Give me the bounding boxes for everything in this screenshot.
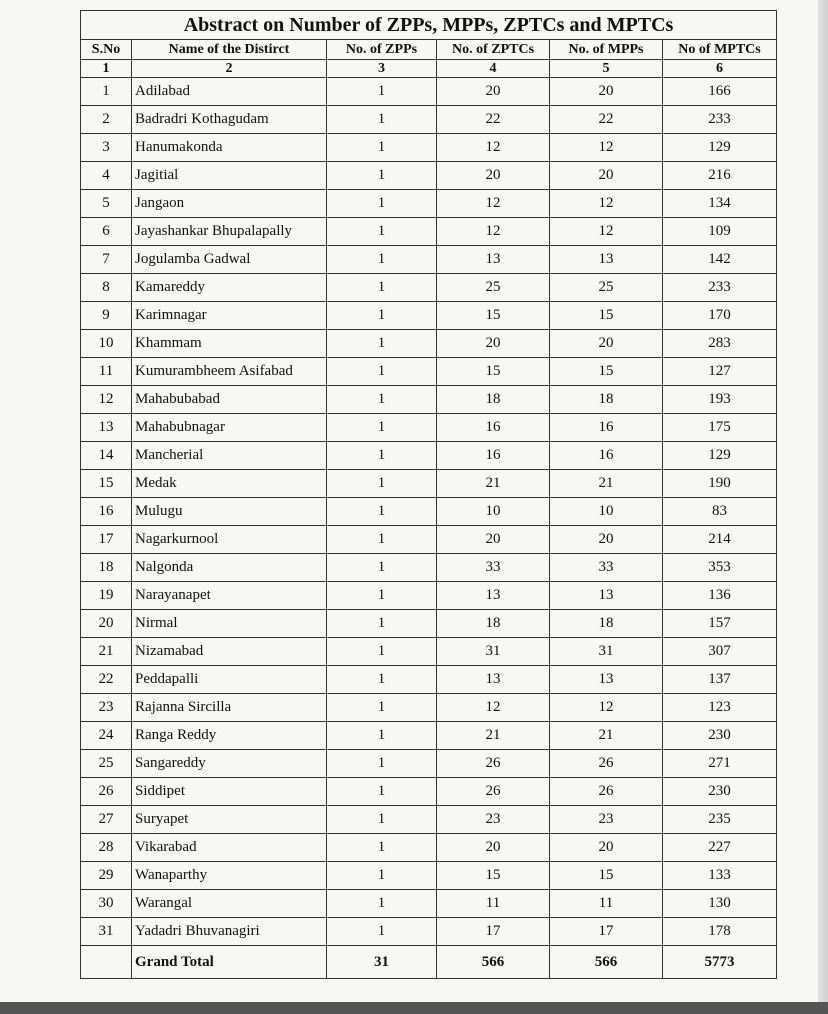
table-row: [81, 78, 777, 106]
table-row: [81, 302, 777, 330]
cell-mptcs: 127: [663, 358, 777, 386]
cell-zpps: 1: [327, 526, 437, 554]
cell-mpps: 25: [550, 274, 663, 302]
cell-zpps: 1: [327, 778, 437, 806]
cell-district: Hanumakonda: [132, 134, 327, 162]
cell-district: Nizamabad: [132, 638, 327, 666]
cell-sno: 15: [81, 470, 132, 498]
table-row: [81, 414, 777, 442]
cell-zptcs: 20: [437, 78, 550, 106]
cell-mpps: 13: [550, 246, 663, 274]
cell-zptcs: 11: [437, 890, 550, 918]
cell-zptcs: 15: [437, 358, 550, 386]
cell-mpps: 21: [550, 470, 663, 498]
page-edge-shadow: [818, 0, 828, 1002]
table-row: [81, 526, 777, 554]
cell-mptcs: 178: [663, 918, 777, 946]
cell-zptcs: 26: [437, 750, 550, 778]
cell-district: Siddipet: [132, 778, 327, 806]
table-row: [81, 442, 777, 470]
cell-zpps: 1: [327, 274, 437, 302]
table-row: [81, 330, 777, 358]
cell-mptcs: 235: [663, 806, 777, 834]
cell-zpps: 1: [327, 414, 437, 442]
table-row: [81, 134, 777, 162]
header-mpps: No. of MPPs: [550, 40, 663, 60]
cell-mpps: 15: [550, 358, 663, 386]
cell-zpps: 1: [327, 246, 437, 274]
cell-zpps: 1: [327, 694, 437, 722]
cell-mpps: 22: [550, 106, 663, 134]
cell-zpps: 1: [327, 386, 437, 414]
cell-district: Mahabubnagar: [132, 414, 327, 442]
table-row: [81, 722, 777, 750]
header-district: Name of the Distirct: [132, 40, 327, 60]
cell-mptcs: 190: [663, 470, 777, 498]
table-title: Abstract on Number of ZPPs, MPPs, ZPTCs and MPTCs: [81, 11, 777, 40]
cell-zptcs: 12: [437, 190, 550, 218]
cell-sno: 31: [81, 918, 132, 946]
cell-district: Jayashankar Bhupalapally: [132, 218, 327, 246]
cell-district: Jagitial: [132, 162, 327, 190]
cell-sno: 8: [81, 274, 132, 302]
cell-sno: 19: [81, 582, 132, 610]
abstract-table: [80, 10, 777, 979]
cell-sno: 27: [81, 806, 132, 834]
header-mptcs: No of MPTCs: [663, 40, 777, 60]
cell-mptcs: 216: [663, 162, 777, 190]
cell-mptcs: 129: [663, 442, 777, 470]
cell-mpps: 11: [550, 890, 663, 918]
cell-district: Wanaparthy: [132, 862, 327, 890]
cell-mptcs: 227: [663, 834, 777, 862]
cell-mptcs: 175: [663, 414, 777, 442]
cell-zpps: 1: [327, 638, 437, 666]
header-zpps: No. of ZPPs: [327, 40, 437, 60]
cell-mptcs: 109: [663, 218, 777, 246]
cell-zptcs: 25: [437, 274, 550, 302]
cell-sno: 7: [81, 246, 132, 274]
cell-mptcs: 193: [663, 386, 777, 414]
cell-district: Suryapet: [132, 806, 327, 834]
cell-zptcs: 15: [437, 302, 550, 330]
total-zpps: 31: [327, 946, 437, 979]
cell-district: Warangal: [132, 890, 327, 918]
cell-district: Khammam: [132, 330, 327, 358]
cell-mpps: 12: [550, 134, 663, 162]
cell-zpps: 1: [327, 834, 437, 862]
cell-sno: 22: [81, 666, 132, 694]
cell-zpps: 1: [327, 442, 437, 470]
cell-district: Narayanapet: [132, 582, 327, 610]
cell-zpps: 1: [327, 750, 437, 778]
cell-sno: 4: [81, 162, 132, 190]
cell-mpps: 18: [550, 610, 663, 638]
cell-mpps: 21: [550, 722, 663, 750]
cell-sno: 6: [81, 218, 132, 246]
cell-zpps: 1: [327, 330, 437, 358]
cell-sno: 25: [81, 750, 132, 778]
cell-mptcs: 133: [663, 862, 777, 890]
cell-zptcs: 16: [437, 442, 550, 470]
cell-mptcs: 230: [663, 778, 777, 806]
cell-mptcs: 233: [663, 274, 777, 302]
cell-zptcs: 22: [437, 106, 550, 134]
table-row: [81, 694, 777, 722]
cell-sno: 5: [81, 190, 132, 218]
table-row: [81, 778, 777, 806]
cell-district: Nagarkurnool: [132, 526, 327, 554]
bottom-bar: [0, 1002, 828, 1014]
cell-zpps: 1: [327, 806, 437, 834]
table-row: [81, 890, 777, 918]
cell-mptcs: 134: [663, 190, 777, 218]
cell-zptcs: 23: [437, 806, 550, 834]
cell-sno: 1: [81, 78, 132, 106]
total-mptcs: 5773: [663, 946, 777, 979]
total-sno-cell: [81, 946, 132, 979]
table-row: [81, 834, 777, 862]
cell-zptcs: 13: [437, 666, 550, 694]
cell-zpps: 1: [327, 190, 437, 218]
table-row: [81, 386, 777, 414]
cell-sno: 12: [81, 386, 132, 414]
cell-mptcs: 123: [663, 694, 777, 722]
cell-zpps: 1: [327, 582, 437, 610]
cell-zpps: 1: [327, 722, 437, 750]
cell-sno: 18: [81, 554, 132, 582]
table-row: [81, 666, 777, 694]
cell-zpps: 1: [327, 162, 437, 190]
cell-mptcs: 233: [663, 106, 777, 134]
table-row: [81, 750, 777, 778]
cell-zptcs: 21: [437, 722, 550, 750]
table-row: [81, 218, 777, 246]
cell-district: Kamareddy: [132, 274, 327, 302]
cell-sno: 17: [81, 526, 132, 554]
cell-zptcs: 26: [437, 778, 550, 806]
cell-sno: 3: [81, 134, 132, 162]
cell-mptcs: 307: [663, 638, 777, 666]
cell-mpps: 10: [550, 498, 663, 526]
total-mpps: 566: [550, 946, 663, 979]
cell-district: Sangareddy: [132, 750, 327, 778]
column-number: 2: [132, 60, 327, 78]
cell-district: Vikarabad: [132, 834, 327, 862]
cell-district: Mahabubabad: [132, 386, 327, 414]
table-row: [81, 918, 777, 946]
cell-mptcs: 130: [663, 890, 777, 918]
cell-sno: 2: [81, 106, 132, 134]
cell-district: Jogulamba Gadwal: [132, 246, 327, 274]
cell-district: Karimnagar: [132, 302, 327, 330]
cell-district: Mulugu: [132, 498, 327, 526]
cell-mptcs: 83: [663, 498, 777, 526]
table-row: [81, 358, 777, 386]
column-number-row: [81, 60, 777, 78]
cell-zptcs: 13: [437, 246, 550, 274]
cell-zpps: 1: [327, 890, 437, 918]
cell-mpps: 12: [550, 190, 663, 218]
cell-zptcs: 17: [437, 918, 550, 946]
cell-mptcs: 157: [663, 610, 777, 638]
table-row: [81, 106, 777, 134]
cell-zpps: 1: [327, 554, 437, 582]
header-zptcs: No. of ZPTCs: [437, 40, 550, 60]
table-row: [81, 498, 777, 526]
cell-sno: 29: [81, 862, 132, 890]
cell-district: Nirmal: [132, 610, 327, 638]
cell-mptcs: 230: [663, 722, 777, 750]
cell-zptcs: 12: [437, 694, 550, 722]
cell-zptcs: 18: [437, 610, 550, 638]
cell-zpps: 1: [327, 218, 437, 246]
cell-mptcs: 166: [663, 78, 777, 106]
table-row: [81, 274, 777, 302]
cell-mptcs: 170: [663, 302, 777, 330]
cell-district: Adilabad: [132, 78, 327, 106]
cell-zpps: 1: [327, 498, 437, 526]
table-row: [81, 806, 777, 834]
cell-zpps: 1: [327, 358, 437, 386]
column-number: 6: [663, 60, 777, 78]
cell-mptcs: 142: [663, 246, 777, 274]
cell-sno: 24: [81, 722, 132, 750]
table-row: [81, 554, 777, 582]
table-row: [81, 470, 777, 498]
cell-mpps: 13: [550, 666, 663, 694]
cell-district: Jangaon: [132, 190, 327, 218]
cell-mptcs: 214: [663, 526, 777, 554]
header-row: [81, 40, 777, 60]
cell-mptcs: 136: [663, 582, 777, 610]
cell-district: Badradri Kothagudam: [132, 106, 327, 134]
table-row: [81, 190, 777, 218]
cell-mpps: 26: [550, 750, 663, 778]
cell-sno: 16: [81, 498, 132, 526]
cell-mpps: 12: [550, 218, 663, 246]
cell-sno: 28: [81, 834, 132, 862]
cell-zptcs: 16: [437, 414, 550, 442]
header-sno: S.No: [81, 40, 132, 60]
cell-mptcs: 137: [663, 666, 777, 694]
cell-zptcs: 21: [437, 470, 550, 498]
cell-mpps: 18: [550, 386, 663, 414]
cell-zpps: 1: [327, 862, 437, 890]
cell-mpps: 16: [550, 414, 663, 442]
cell-zptcs: 10: [437, 498, 550, 526]
table-row: [81, 582, 777, 610]
cell-mpps: 13: [550, 582, 663, 610]
cell-mpps: 12: [550, 694, 663, 722]
cell-mpps: 33: [550, 554, 663, 582]
cell-mpps: 20: [550, 834, 663, 862]
cell-zptcs: 12: [437, 134, 550, 162]
cell-zpps: 1: [327, 106, 437, 134]
cell-sno: 21: [81, 638, 132, 666]
cell-zpps: 1: [327, 302, 437, 330]
cell-zptcs: 20: [437, 162, 550, 190]
grand-total-row: [81, 946, 777, 979]
cell-mptcs: 353: [663, 554, 777, 582]
cell-sno: 23: [81, 694, 132, 722]
table-row: [81, 162, 777, 190]
cell-sno: 30: [81, 890, 132, 918]
table-row: [81, 862, 777, 890]
cell-district: Mancherial: [132, 442, 327, 470]
cell-sno: 14: [81, 442, 132, 470]
cell-zpps: 1: [327, 470, 437, 498]
cell-mpps: 20: [550, 526, 663, 554]
cell-zptcs: 33: [437, 554, 550, 582]
cell-district: Ranga Reddy: [132, 722, 327, 750]
cell-zptcs: 12: [437, 218, 550, 246]
cell-zpps: 1: [327, 78, 437, 106]
cell-sno: 11: [81, 358, 132, 386]
table-row: [81, 610, 777, 638]
cell-district: Nalgonda: [132, 554, 327, 582]
cell-zpps: 1: [327, 666, 437, 694]
table-row: [81, 246, 777, 274]
cell-mptcs: 271: [663, 750, 777, 778]
cell-district: Kumurambheem Asifabad: [132, 358, 327, 386]
cell-mpps: 15: [550, 302, 663, 330]
cell-district: Yadadri Bhuvanagiri: [132, 918, 327, 946]
cell-district: Peddapalli: [132, 666, 327, 694]
cell-zptcs: 20: [437, 330, 550, 358]
cell-mpps: 31: [550, 638, 663, 666]
cell-zpps: 1: [327, 134, 437, 162]
cell-zptcs: 31: [437, 638, 550, 666]
total-label: Grand Total: [132, 946, 327, 979]
total-zptcs: 566: [437, 946, 550, 979]
cell-mpps: 20: [550, 330, 663, 358]
cell-district: Rajanna Sircilla: [132, 694, 327, 722]
table-body: [81, 78, 777, 946]
cell-mptcs: 283: [663, 330, 777, 358]
cell-mptcs: 129: [663, 134, 777, 162]
column-number: 1: [81, 60, 132, 78]
cell-mpps: 23: [550, 806, 663, 834]
cell-sno: 20: [81, 610, 132, 638]
cell-sno: 26: [81, 778, 132, 806]
cell-mpps: 15: [550, 862, 663, 890]
cell-mpps: 26: [550, 778, 663, 806]
cell-mpps: 20: [550, 162, 663, 190]
cell-zptcs: 20: [437, 526, 550, 554]
cell-zptcs: 15: [437, 862, 550, 890]
column-number: 5: [550, 60, 663, 78]
cell-sno: 13: [81, 414, 132, 442]
cell-zptcs: 20: [437, 834, 550, 862]
cell-zptcs: 18: [437, 386, 550, 414]
table-row: [81, 638, 777, 666]
column-number: 3: [327, 60, 437, 78]
cell-mpps: 16: [550, 442, 663, 470]
cell-district: Medak: [132, 470, 327, 498]
column-number: 4: [437, 60, 550, 78]
cell-mpps: 20: [550, 78, 663, 106]
cell-sno: 9: [81, 302, 132, 330]
cell-zpps: 1: [327, 918, 437, 946]
cell-zpps: 1: [327, 610, 437, 638]
cell-mpps: 17: [550, 918, 663, 946]
cell-sno: 10: [81, 330, 132, 358]
cell-zptcs: 13: [437, 582, 550, 610]
